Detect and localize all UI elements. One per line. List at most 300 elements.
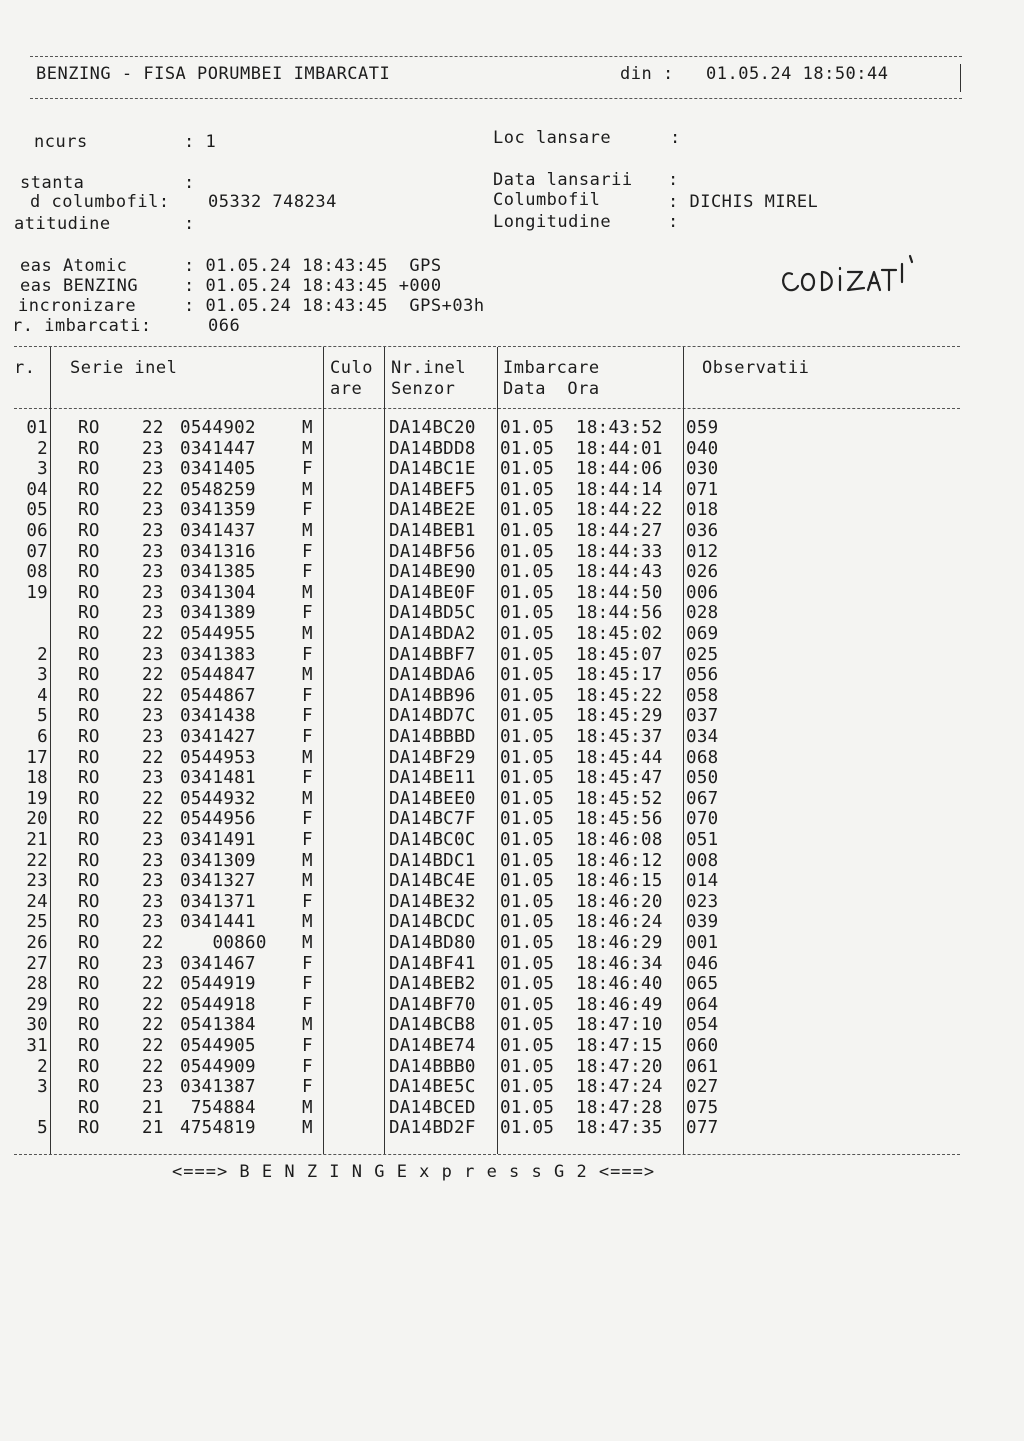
row-inel: 0341481 (180, 768, 256, 789)
concurs-value: : 1 (184, 132, 217, 152)
row-tara: RO (78, 912, 100, 933)
row-inel: 4754819 (180, 1118, 256, 1139)
distanta-value: : (184, 173, 195, 193)
row-obs: 056 (686, 665, 719, 686)
row-tara: RO (78, 459, 100, 480)
row-nr: 21 (26, 830, 48, 850)
row-obs: 037 (686, 706, 719, 727)
row-ora: 18:44:27 (576, 521, 663, 541)
row-obs: 068 (686, 747, 719, 768)
sincronizare-label: incronizare (18, 296, 137, 316)
row-data: 01.05 (500, 1097, 555, 1118)
row-obs: 018 (686, 500, 719, 521)
nr-imbarcati-label: r. imbarcati: (12, 316, 152, 336)
row-nr: 28 (26, 974, 48, 995)
row-inel: 0544918 (180, 994, 256, 1015)
col-header-imbarcare-1: Imbarcare (503, 358, 600, 378)
row-ora: 18:45:44 (576, 747, 663, 768)
row-senzor: DA14BC20 (389, 418, 476, 438)
row-senzor: DA14BE90 (389, 562, 476, 583)
row-inel: 0341316 (180, 541, 256, 562)
row-nr: 3 (37, 1077, 48, 1098)
row-ora: 18:47:28 (576, 1097, 663, 1118)
row-tara: RO (78, 809, 100, 830)
row-tara: RO (78, 685, 100, 706)
longitudine-value: : (668, 212, 679, 232)
row-tara: RO (78, 1015, 100, 1036)
row-an: 23 (142, 541, 164, 562)
row-ora: 18:44:56 (576, 603, 663, 624)
row-ora: 18:46:49 (576, 994, 663, 1015)
row-sex: F (302, 500, 313, 521)
row-data: 01.05 (500, 727, 555, 747)
row-obs: 039 (686, 912, 719, 933)
row-nr: 06 (26, 521, 48, 541)
header-top-rule (30, 56, 962, 57)
loc-lansare-value: : (670, 128, 681, 148)
row-an: 23 (142, 706, 164, 727)
row-ora: 18:45:56 (576, 809, 663, 830)
row-nr: 26 (26, 933, 48, 953)
row-inel: 0341438 (180, 706, 256, 727)
row-ora: 18:46:20 (576, 891, 663, 912)
row-nr: 25 (26, 912, 48, 933)
row-senzor: DA14BDC1 (389, 850, 476, 871)
row-obs: 014 (686, 871, 719, 892)
latitudine-label: atitudine (14, 214, 111, 234)
row-obs: 036 (686, 521, 719, 541)
row-obs: 027 (686, 1077, 719, 1098)
row-nr: 08 (26, 562, 48, 583)
row-an: 23 (142, 438, 164, 459)
columbofil-value: : DICHIS MIREL (668, 192, 819, 212)
row-obs: 060 (686, 1036, 719, 1056)
row-inel: 0341405 (180, 459, 256, 480)
row-senzor: DA14BF41 (389, 953, 476, 974)
row-sex: M (302, 438, 313, 459)
row-senzor: DA14BBB0 (389, 1056, 476, 1077)
row-sex: F (302, 953, 313, 974)
row-data: 01.05 (500, 768, 555, 789)
row-an: 22 (142, 747, 164, 768)
row-nr: 27 (26, 953, 48, 974)
row-data: 01.05 (500, 685, 555, 706)
row-obs: 059 (686, 418, 719, 438)
row-ora: 18:47:35 (576, 1118, 663, 1139)
row-inel: 0544953 (180, 747, 256, 768)
row-obs: 023 (686, 891, 719, 912)
row-tara: RO (78, 562, 100, 583)
row-nr: 24 (26, 891, 48, 912)
row-obs: 070 (686, 809, 719, 830)
ceas-atomic-label: eas Atomic (20, 256, 128, 276)
row-senzor: DA14BE0F (389, 582, 476, 603)
row-inel: 0341447 (180, 438, 256, 459)
table-bottom-rule (14, 1154, 960, 1155)
row-data: 01.05 (500, 500, 555, 521)
row-tara: RO (78, 418, 100, 438)
row-ora: 18:44:14 (576, 479, 663, 500)
row-tara: RO (78, 1118, 100, 1139)
row-nr: 19 (26, 788, 48, 809)
row-sex: F (302, 974, 313, 995)
row-senzor: DA14BEF5 (389, 479, 476, 500)
row-inel: 0341327 (180, 871, 256, 892)
row-nr: 2 (37, 1056, 48, 1077)
row-data: 01.05 (500, 1056, 555, 1077)
row-an: 22 (142, 479, 164, 500)
header-bottom-rule (30, 98, 962, 99)
row-nr: 31 (26, 1036, 48, 1056)
row-inel: 0341371 (180, 891, 256, 912)
row-an: 22 (142, 1036, 164, 1056)
row-tara: RO (78, 891, 100, 912)
row-sex: F (302, 1077, 313, 1098)
row-tara: RO (78, 933, 100, 953)
row-senzor: DA14BD80 (389, 933, 476, 953)
row-sex: F (302, 1036, 313, 1056)
row-senzor: DA14BE2E (389, 500, 476, 521)
row-nr: 17 (26, 747, 48, 768)
row-nr: 29 (26, 994, 48, 1015)
row-senzor: DA14BC1E (389, 459, 476, 480)
row-ora: 18:43:52 (576, 418, 663, 438)
row-an: 23 (142, 912, 164, 933)
row-nr: 3 (37, 459, 48, 480)
row-obs: 054 (686, 1015, 719, 1036)
row-ora: 18:47:10 (576, 1015, 663, 1036)
row-tara: RO (78, 788, 100, 809)
row-obs: 065 (686, 974, 719, 995)
row-inel: 00860 (180, 933, 267, 953)
row-nr: 2 (37, 644, 48, 665)
row-sex: M (302, 871, 313, 892)
row-sex: F (302, 1056, 313, 1077)
row-an: 21 (142, 1097, 164, 1118)
row-sex: M (302, 747, 313, 768)
ceas-benzing-value: : 01.05.24 18:43:45 +000 (184, 276, 442, 296)
row-senzor: DA14BE5C (389, 1077, 476, 1098)
row-an: 22 (142, 933, 164, 953)
print-date-label: din : (620, 64, 674, 84)
row-inel: 0544932 (180, 788, 256, 809)
col-header-culoare-2: are (330, 379, 363, 399)
row-obs: 064 (686, 994, 719, 1015)
row-inel: 0341385 (180, 562, 256, 583)
row-tara: RO (78, 438, 100, 459)
row-ora: 18:46:34 (576, 953, 663, 974)
row-obs: 071 (686, 479, 719, 500)
row-ora: 18:45:37 (576, 727, 663, 747)
row-obs: 040 (686, 438, 719, 459)
row-data: 01.05 (500, 1118, 555, 1139)
row-nr: 30 (26, 1015, 48, 1036)
row-inel: 0341309 (180, 850, 256, 871)
col-header-nr: r. (14, 358, 36, 378)
document-title: BENZING - FISA PORUMBEI IMBARCATI (36, 64, 391, 84)
row-nr: 6 (37, 727, 48, 747)
row-nr: 4 (37, 685, 48, 706)
row-inel: 0341441 (180, 912, 256, 933)
row-sex: M (302, 582, 313, 603)
row-nr: 19 (26, 582, 48, 603)
row-tara: RO (78, 1036, 100, 1056)
row-data: 01.05 (500, 994, 555, 1015)
row-sex: M (302, 521, 313, 541)
row-obs: 034 (686, 727, 719, 747)
columbofil-label: Columbofil (493, 190, 601, 210)
row-data: 01.05 (500, 933, 555, 953)
row-ora: 18:44:06 (576, 459, 663, 480)
row-senzor: DA14BBF7 (389, 644, 476, 665)
nr-imbarcati-value: 066 (208, 316, 241, 336)
row-obs: 077 (686, 1118, 719, 1139)
row-nr: 23 (26, 871, 48, 892)
latitudine-value: : (184, 214, 195, 234)
row-ora: 18:45:02 (576, 624, 663, 644)
row-inel: 0341427 (180, 727, 256, 747)
row-tara: RO (78, 830, 100, 850)
row-data: 01.05 (500, 953, 555, 974)
row-inel: 0548259 (180, 479, 256, 500)
row-ora: 18:47:24 (576, 1077, 663, 1098)
row-data: 01.05 (500, 459, 555, 480)
row-ora: 18:45:47 (576, 768, 663, 789)
col-header-observatii: Observatii (702, 358, 810, 378)
row-nr: 20 (26, 809, 48, 830)
row-an: 22 (142, 685, 164, 706)
row-senzor: DA14BCB8 (389, 1015, 476, 1036)
row-sex: M (302, 479, 313, 500)
row-an: 23 (142, 582, 164, 603)
row-ora: 18:47:15 (576, 1036, 663, 1056)
row-ora: 18:45:52 (576, 788, 663, 809)
row-data: 01.05 (500, 562, 555, 583)
print-date-value: 01.05.24 18:50:44 (706, 64, 889, 84)
row-an: 23 (142, 830, 164, 850)
row-an: 23 (142, 459, 164, 480)
row-ora: 18:45:07 (576, 644, 663, 665)
row-obs: 051 (686, 830, 719, 850)
row-obs: 046 (686, 953, 719, 974)
row-data: 01.05 (500, 912, 555, 933)
row-inel: 0341304 (180, 582, 256, 603)
row-inel: 0341491 (180, 830, 256, 850)
row-tara: RO (78, 500, 100, 521)
row-sex: F (302, 706, 313, 727)
row-ora: 18:44:43 (576, 562, 663, 583)
row-senzor: DA14BF70 (389, 994, 476, 1015)
row-ora: 18:46:24 (576, 912, 663, 933)
row-inel: 0544955 (180, 624, 256, 644)
row-senzor: DA14BE11 (389, 768, 476, 789)
row-tara: RO (78, 603, 100, 624)
row-nr: 05 (26, 500, 48, 521)
row-tara: RO (78, 521, 100, 541)
row-inel: 754884 (180, 1097, 256, 1118)
row-obs: 061 (686, 1056, 719, 1077)
row-senzor: DA14BC0C (389, 830, 476, 850)
row-an: 22 (142, 809, 164, 830)
row-senzor: DA14BBBD (389, 727, 476, 747)
col-header-nrinel-1: Nr.inel (391, 358, 467, 378)
row-ora: 18:44:50 (576, 582, 663, 603)
row-inel: 0541384 (180, 1015, 256, 1036)
row-an: 22 (142, 418, 164, 438)
row-an: 23 (142, 953, 164, 974)
row-ora: 18:47:20 (576, 1056, 663, 1077)
row-senzor: DA14BD7C (389, 706, 476, 727)
row-senzor: DA14BDA6 (389, 665, 476, 686)
row-data: 01.05 (500, 871, 555, 892)
row-sex: F (302, 644, 313, 665)
row-sex: M (302, 850, 313, 871)
row-data: 01.05 (500, 665, 555, 686)
row-sex: M (302, 418, 313, 438)
row-an: 23 (142, 644, 164, 665)
row-obs: 012 (686, 541, 719, 562)
row-obs: 025 (686, 644, 719, 665)
row-tara: RO (78, 727, 100, 747)
row-obs: 028 (686, 603, 719, 624)
row-ora: 18:44:01 (576, 438, 663, 459)
row-an: 22 (142, 1056, 164, 1077)
row-senzor: DA14BCDC (389, 912, 476, 933)
row-sex: M (302, 1097, 313, 1118)
col-header-serie: Serie inel (70, 358, 178, 378)
row-sex: M (302, 1015, 313, 1036)
row-data: 01.05 (500, 582, 555, 603)
row-inel: 0341467 (180, 953, 256, 974)
row-sex: F (302, 685, 313, 706)
row-data: 01.05 (500, 809, 555, 830)
ceas-benzing-label: eas BENZING (20, 276, 139, 296)
row-obs: 030 (686, 459, 719, 480)
col-divider-serie (323, 347, 324, 1154)
row-sex: F (302, 830, 313, 850)
data-lansarii-value: : (668, 170, 679, 190)
row-inel: 0544902 (180, 418, 256, 438)
row-nr: 5 (37, 1118, 48, 1139)
row-nr: 18 (26, 768, 48, 789)
table-top-rule (14, 346, 960, 347)
row-senzor: DA14BEB1 (389, 521, 476, 541)
row-an: 22 (142, 788, 164, 809)
row-an: 23 (142, 768, 164, 789)
row-nr: 2 (37, 438, 48, 459)
row-nr: 3 (37, 665, 48, 686)
row-sex: M (302, 665, 313, 686)
col-header-nrinel-2: Senzor (391, 379, 456, 399)
row-inel: 0341383 (180, 644, 256, 665)
row-ora: 18:46:12 (576, 850, 663, 871)
header-right-border (960, 64, 961, 92)
row-an: 23 (142, 562, 164, 583)
row-an: 23 (142, 727, 164, 747)
row-sex: M (302, 912, 313, 933)
row-ora: 18:45:17 (576, 665, 663, 686)
row-data: 01.05 (500, 479, 555, 500)
row-sex: M (302, 933, 313, 953)
row-tara: RO (78, 1097, 100, 1118)
row-ora: 18:44:22 (576, 500, 663, 521)
row-tara: RO (78, 706, 100, 727)
row-senzor: DA14BB96 (389, 685, 476, 706)
row-sex: M (302, 1118, 313, 1139)
row-sex: F (302, 541, 313, 562)
row-sex: F (302, 891, 313, 912)
concurs-label: ncurs (34, 132, 88, 152)
row-an: 23 (142, 603, 164, 624)
row-data: 01.05 (500, 1036, 555, 1056)
row-nr: 01 (26, 418, 48, 438)
row-an: 22 (142, 624, 164, 644)
row-inel: 0544847 (180, 665, 256, 686)
row-data: 01.05 (500, 603, 555, 624)
loc-lansare-label: Loc lansare (493, 128, 612, 148)
row-data: 01.05 (500, 891, 555, 912)
longitudine-label: Longitudine (493, 212, 612, 232)
row-obs: 058 (686, 685, 719, 706)
row-senzor: DA14BD2F (389, 1118, 476, 1139)
row-data: 01.05 (500, 830, 555, 850)
row-tara: RO (78, 768, 100, 789)
row-sex: F (302, 459, 313, 480)
row-ora: 18:46:08 (576, 830, 663, 850)
row-inel: 0544956 (180, 809, 256, 830)
row-an: 22 (142, 1015, 164, 1036)
row-sex: F (302, 603, 313, 624)
row-sex: M (302, 788, 313, 809)
row-tara: RO (78, 974, 100, 995)
row-senzor: DA14BF29 (389, 747, 476, 768)
row-obs: 026 (686, 562, 719, 583)
row-an: 23 (142, 521, 164, 541)
row-inel: 0544905 (180, 1036, 256, 1056)
id-columbofil-value: 05332 748234 (208, 192, 337, 212)
row-obs: 050 (686, 768, 719, 789)
row-an: 23 (142, 850, 164, 871)
col-header-culoare-1: Culo (330, 358, 373, 378)
row-ora: 18:45:29 (576, 706, 663, 727)
row-senzor: DA14BE74 (389, 1036, 476, 1056)
row-obs: 001 (686, 933, 719, 953)
row-obs: 008 (686, 850, 719, 871)
row-tara: RO (78, 953, 100, 974)
row-data: 01.05 (500, 1077, 555, 1098)
row-tara: RO (78, 479, 100, 500)
col-divider-culoare (384, 347, 385, 1154)
row-inel: 0544867 (180, 685, 256, 706)
row-obs: 075 (686, 1097, 719, 1118)
row-an: 22 (142, 665, 164, 686)
row-data: 01.05 (500, 974, 555, 995)
row-senzor: DA14BCED (389, 1097, 476, 1118)
row-senzor: DA14BDA2 (389, 624, 476, 644)
row-nr: 5 (37, 706, 48, 727)
row-senzor: DA14BC4E (389, 871, 476, 892)
row-an: 23 (142, 891, 164, 912)
row-an: 22 (142, 994, 164, 1015)
row-nr: 07 (26, 541, 48, 562)
row-senzor: DA14BEB2 (389, 974, 476, 995)
sincronizare-value: : 01.05.24 18:43:45 GPS+03h (184, 296, 485, 316)
row-data: 01.05 (500, 747, 555, 768)
handwritten-note (778, 250, 928, 300)
row-senzor: DA14BF56 (389, 541, 476, 562)
row-an: 23 (142, 1077, 164, 1098)
col-divider-imbarcare (683, 347, 684, 1154)
